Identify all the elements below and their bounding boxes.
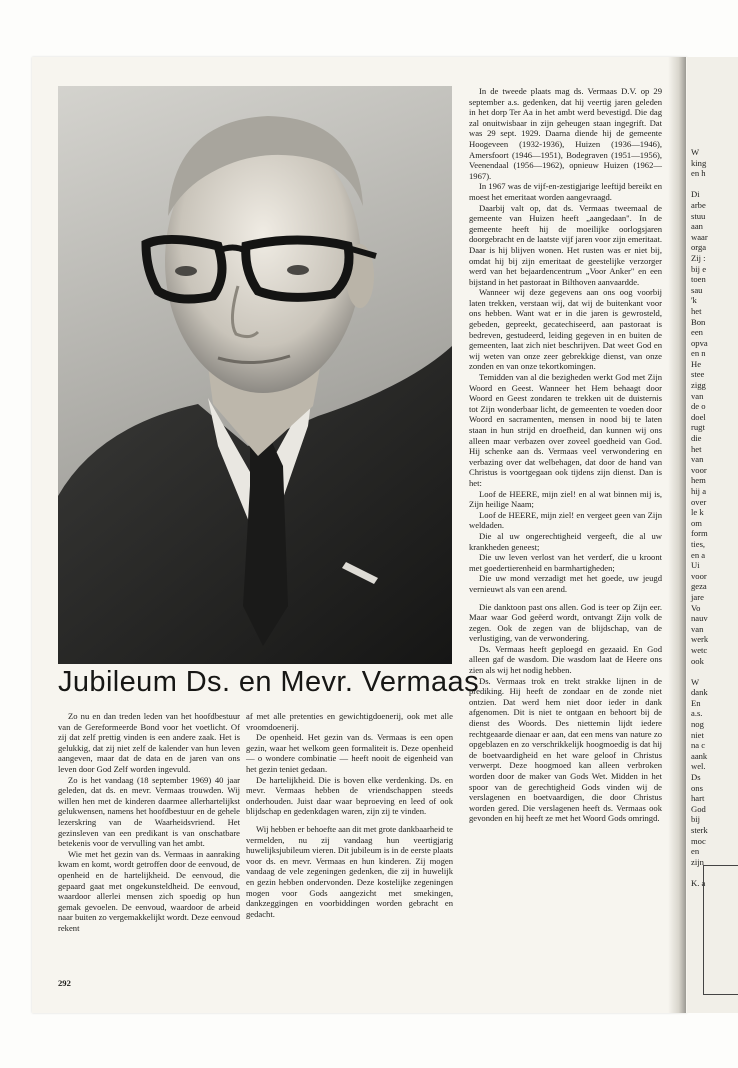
next-page-line: waar: [691, 231, 708, 242]
paragraph: Zo nu en dan treden leden van het hoofdbestuur van de Gereformeerde Bond voor het voetlicht. Of zij dat zelf prettig vinden is een andere zaak. Het is gelukkig, dat zij niet zelf de kalender van hun leven aangeven, maar dat de data en de jaren van ons leven door God Zelf worden ingevuld.: [58, 711, 240, 774]
next-page-line: om: [691, 517, 702, 528]
next-page-line: stee: [691, 369, 705, 380]
next-page-line: ook: [691, 655, 704, 666]
next-page-line: bij e: [691, 263, 707, 274]
next-page-line: Di: [691, 189, 700, 200]
next-page-line: aan: [691, 221, 703, 232]
page-binding: [668, 57, 686, 1013]
next-page-line: form: [691, 528, 708, 539]
next-page-line: W: [691, 147, 700, 157]
next-page-line: bij: [691, 814, 701, 825]
next-page-line: zijn: [691, 856, 704, 867]
next-page-line: Zij :: [691, 252, 706, 263]
paragraph: af met alle pretenties en gewichtigdoenerij, ook met alle vroomdoenerij.: [246, 711, 453, 732]
next-page-line: [691, 179, 738, 190]
next-page-line: ons: [691, 782, 703, 793]
next-page-line: over: [691, 496, 707, 507]
paragraph: Wij hebben er behoefte aan dit met grote dankbaarheid te vermelden, nu zij vandaag hun veertigjarig huwelijksjubileum vieren. Dit jubileum is in de eerste plaats voor ds. en mevr. Vermaas en hun kinderen. Zij mogen vandaag de vele zegeningen gedenken, die zij in huwelijk en gezin hebben ondervonden. Deze kostelijke zegeningen mogen voor Gods aangezicht met smekingen, dankzeggingen en voorbiddingen worden gebracht en gedacht.: [246, 823, 453, 919]
paragraph: De hartelijkheid. Die is boven elke verdenking. Ds. en mevr. Vermaas hebben de vriendschappen steeds onderhouden. Juist daar waar beproeving en leed of ook blijdschap en gedenkdagen waren, zijn zij te vinden.: [246, 774, 453, 817]
article-column-2: [246, 711, 453, 919]
next-page-line: werk: [691, 634, 709, 645]
next-page-line: van: [691, 623, 704, 634]
next-page-line: van: [691, 390, 704, 401]
next-page-box: [703, 865, 738, 995]
next-page-line: le k: [691, 507, 704, 518]
next-page-line: hart: [691, 793, 705, 804]
paragraph: Die danktoon past ons allen. God is teer op Zijn eer. Maar waar God geëerd wordt, ontvangt Zijn volk de zegen. Ook de zegen van de blijdschap, van de verlustiging, van de verwondering.: [469, 601, 662, 644]
next-page-line: Ui: [691, 560, 700, 571]
next-page-line: Vo: [691, 602, 701, 613]
paragraph: Zo is het vandaag (18 september 1969) 40 jaar geleden, dat ds. en mevr. Vermaas trouwden. Wij willen hen met de kinderen daarmee allerhartelijkst gelukwensen, namens het hoofdbestuur en de gehele lezerskring van de Waarheidsvriend. Het gezinsleven van een predikant is van onschatbare betekenis voor de vervulling van het ambt.: [58, 774, 240, 849]
paragraph: Ds. Vermaas heeft geploegd en gezaaid. En God alleen gaf de wasdom. Die wasdom laat de Heere ons zien als wij het nodig hebben.: [469, 643, 662, 676]
next-page-line: hem: [691, 475, 706, 486]
next-page-line: God: [691, 803, 706, 814]
next-page-line: het: [691, 443, 702, 454]
paragraph: Wie met het gezin van ds. Vermaas in aanraking kwam en komt, wordt getroffen door de eenvoud, de openheid en de hartelijkheid. De eenvoud, die gepaard gaat met ongekunsteldheid. De eenvoud, waardoor allerlei mensen zich spoedig op hun gemak gevoelen. De eenvoud, waardoor de arbeid naar buiten zo vergemakkelijkt wordt. Deze eenvoud rekent: [58, 848, 240, 933]
next-page-line: He: [691, 358, 702, 369]
next-page-line: nog: [691, 719, 704, 730]
next-page-line: arbe: [691, 199, 706, 210]
next-page-line: zigg: [691, 380, 706, 391]
portrait-illustration: [58, 86, 452, 664]
next-page-line: het: [691, 305, 702, 316]
next-page-line: king: [691, 157, 707, 168]
next-page-line: K. a: [691, 877, 706, 888]
paragraph: Loof de HEERE, mijn ziel! en al wat binnen mij is, Zijn heilige Naam;: [469, 488, 662, 510]
paragraph: Loof de HEERE, mijn ziel! en vergeet geen van Zijn weldaden.: [469, 509, 662, 531]
next-page-line: a.s.: [691, 708, 703, 719]
next-page-line: wetc: [691, 644, 708, 655]
next-page-line: de o: [691, 401, 706, 412]
next-page-line: hij a: [691, 486, 707, 496]
next-page-line: nauv: [691, 613, 708, 624]
paragraph: Daarbij valt op, dat ds. Vermaas tweemaal de gemeente van Huizen heeft „aangedaan". In de gemeente heeft hij de moeilijke oorlogsjaren doorgebracht en de laatste vijf jaren voor zijn emeritaat. Daar is hij blijven wonen. Het rusten was er niet bij, omdat hij bij zijn emeritaat de geestelijke verzorger werd van het bejaardencentrum „Voor Anker" en een bijstand in het pastoraat in Bilthoven aanvaardde.: [469, 202, 662, 287]
article-column-1: [58, 711, 240, 933]
next-page-line: Ds: [691, 772, 701, 783]
paragraph: Wanneer wij deze gegevens aan ons oog voorbij laten trekken, verstaan wij, dat wij de buitenkant voor ons hebben. Want wat er in die jaren is gewrosteld, gebeden, gepreekt, gecatechiseerd, aan pastoraat is bedreven, gestudeerd, leiding gegeven in en buiten de gemeenten, laat zich niet beschrijven. Dat weet God en wij weten van onze zeer gebrekkige dienst, van onze zonden en van onze tekortkomingen.: [469, 287, 662, 372]
next-page-line: jare: [691, 591, 704, 602]
page-number: 292: [58, 978, 71, 988]
next-page-line: en h: [691, 168, 706, 179]
next-page-line: een: [691, 327, 703, 338]
paragraph: Temidden van al die bezigheden werkt God met Zijn Woord en Geest. Wanneer het Hem behaagt door Woord en Geest zondaren te trekken uit de duisternis tot Zijn wonderbaar licht, de gemeenten te voeden door Woord en sacramenten, mensen in nood bij te laten staan in hun strijd en droefheid, dan kunnen wij ons alleen maar verbazen over zoveel goedheid van God. Hij schenke aan ds. Vermaas veel verwondering en verbazing over dat welbehagen, dat door de hand van Christus is voortgegaan ook tijdens zijn dienst. Dan is het:: [469, 372, 662, 488]
next-page-line: Bon: [691, 316, 706, 327]
next-page-line: van: [691, 454, 704, 465]
next-page-line: en n: [691, 348, 706, 359]
next-page-line: dank: [691, 687, 708, 698]
next-page-line: die: [691, 433, 702, 444]
next-page-line: moc: [691, 835, 706, 846]
next-page-line: stuu: [691, 210, 706, 221]
next-page-line: toen: [691, 274, 706, 285]
next-page-line: rugt: [691, 422, 705, 433]
next-page-line: niet: [691, 729, 704, 740]
paragraph: De openheid. Het gezin van ds. Vermaas is een open gezin, waar het welkom geen formaliteit is. Deze openheid — o wondere combinatie — heeft nooit de eigenheid van het gezin teniet gedaan.: [246, 732, 453, 774]
paragraph: Die al uw ongerechtigheid vergeeft, die al uw krankheden geneest;: [469, 530, 662, 552]
paragraph: Die uw mond verzadigt met het goede, uw jeugd vernieuwt als van een arend.: [469, 573, 662, 594]
paragraph: In de tweede plaats mag ds. Vermaas D.V. op 29 september a.s. gedenken, dat hij veertig jaren geleden in het dorp Ter Aa in het ambt werd bevestigd. Die dag zal onuitwisbaar in zijn geheugen staan ingegrift. Dat was 29 sept. 1929. Daarna diende hij de gemeente Hoogeveen (1932-1936), Huizen (1936—1946), Amersfoort (1946—1951), Bodegraven (1951—1956), Veenendaal (1956—1962), opnieuw Huizen (1962—1967).: [469, 86, 662, 181]
next-page-text-fragment: [691, 147, 738, 889]
next-page-line: geza: [691, 581, 707, 592]
next-page-line: En: [691, 697, 701, 708]
next-page-line: [691, 666, 738, 677]
next-page-line: aank: [691, 750, 708, 761]
article-title: Jubileum Ds. en Mevr. Vermaas: [58, 666, 479, 698]
paragraph: Ds. Vermaas trok en trekt strakke lijnen in de prediking. Hij heeft de zondaar en de zonde niet ontzien. Dat werd hem niet door ieder in dank afgenomen. Dit is niet te ontgaan en behoort bij de dienst des Woords. Des niettemin lijdt iedere rechtgeaarde dienaar er aan, dat een mens van nature zo opgeblazen en zo verschrikkelijk hoogmoedig is dat hij de boetvaardigheid en het ware geloof in Christus verwerpt. Deze hoogmoed kan alleen verbroken worden door de maker van Gods Wet. Midden in het spoor van de gerechtigheid Gods vinden wij de verslagenen en boetvaardigen, die door Christus worden gered. Die verslagenen heeft ds. Vermaas ook gevonden en hij heeft ze met het Woord Gods omringd.: [469, 675, 662, 824]
paragraph: Die uw leven verlost van het verderf, die u kroont met goedertierenheid en barmhartigheden;: [469, 552, 662, 573]
next-page-line: na c: [691, 740, 706, 751]
next-page-line: wel.: [691, 761, 706, 772]
next-page-line: voor: [691, 464, 707, 475]
next-page-line: W: [691, 676, 700, 687]
next-page-line: opva: [691, 337, 708, 348]
article-column-3: [469, 86, 662, 824]
next-page-edge: [687, 57, 738, 1013]
next-page-line: doel: [691, 411, 706, 422]
next-page-line: ties,: [691, 538, 706, 549]
next-page-line: 'k: [691, 295, 697, 306]
paragraph: In 1967 was de vijf-en-zestigjarige leeftijd bereikt en moest het emeritaat worden aangevraagd.: [469, 181, 662, 202]
next-page-line: en: [691, 846, 700, 857]
next-page-line: sau: [691, 284, 703, 295]
portrait-photo: [58, 86, 452, 664]
next-page-line: voor: [691, 570, 707, 581]
next-page-line: sterk: [691, 825, 708, 835]
next-page-line: en a: [691, 549, 706, 560]
next-page-line: orga: [691, 242, 707, 253]
